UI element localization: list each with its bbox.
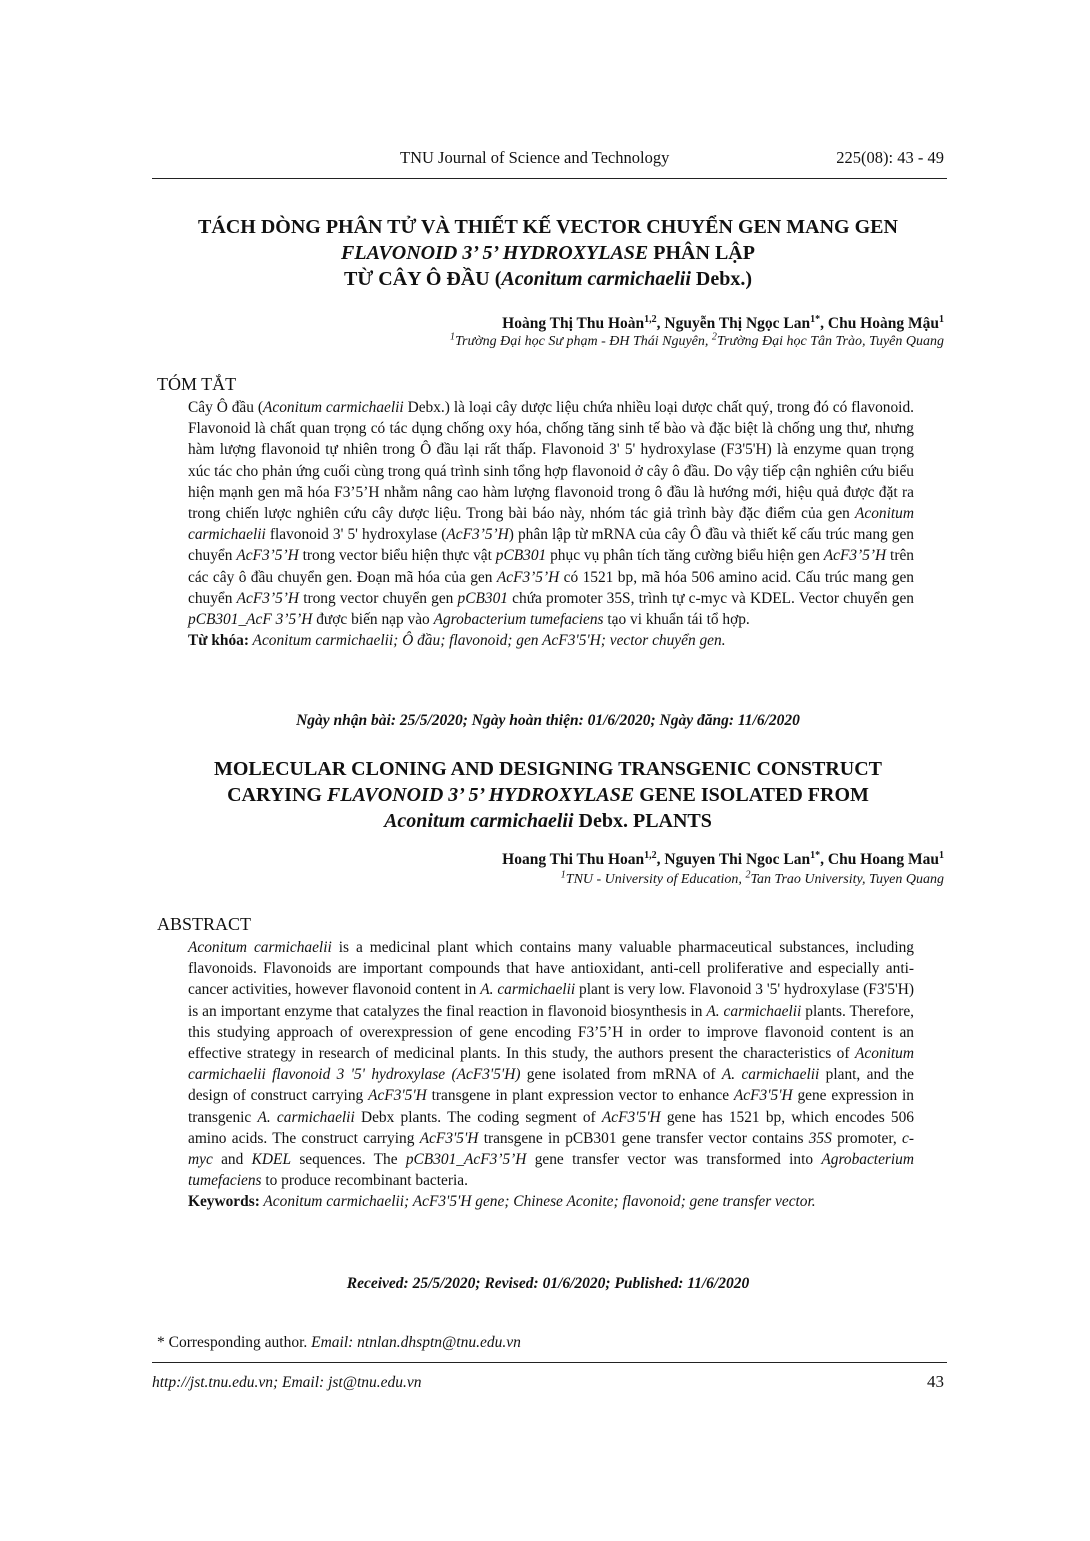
- page-number: 43: [927, 1372, 944, 1391]
- corresponding-author-note: * Corresponding author. Email: ntnlan.dhsptn@tnu.edu.vn: [157, 1334, 521, 1351]
- abstract-run: AcF3'5'H: [368, 1087, 427, 1105]
- abstract-run: Agrobacterium tumefaciens: [433, 611, 604, 629]
- abstract-run: pCB301_AcF 3’5’H: [188, 611, 313, 629]
- abstract-run: pCB301: [495, 547, 547, 565]
- en-title-line3: Aconitum carmichaelii Debx. PLANTS: [384, 810, 712, 832]
- abstract-run: plant is very low. Flavonoid 3 '5' hydroxylase (F3'5'H) is an important enzyme that catalyzes the final reaction in flavonoid biosynthesis in: [188, 981, 914, 1020]
- abstract-run: Debx.) là loại cây dược liệu chứa nhiều loại dược chất quý, trong đó có flavonoid. Flavonoid là chất quan trọng có tác dụng chống oxy hóa, chống tăng sinh tế bào và đặc biệt là chống ung thư, nhưng hàm lượng flavonoid tự nhiên trong Ô đầu lại rất thấp. Flavonoid 3' 5' hydroxylase (F3'5'H) là enzyme quan trọng xúc tác cho phản ứng cuối cùng trong quá trình sinh tổng hợp flavonoid ở cây ô đầu. Do vậy tiếp cận nghiên cứu biểu hiện mạnh gen mã hóa F3’5’H nhằm nâng cao hàm lượng flavonoid trong ô đầu là hướng mới, hiệu quả được đặt ra trong chiến lược nghiên cứu cây dược liệu. Trong bài báo này, nhóm tác giả trình bày đặc điểm của gen: [188, 399, 915, 523]
- abstract-run: is a medicinal plant which contains many valuable pharmaceutical substances, including flavonoids. Flavonoids are important compounds that have antioxidant, anti-cell proliferative and especially anti-cancer activities, however flavonoid content in: [188, 939, 914, 999]
- abstract-run: gene expression in transgenic: [188, 1087, 914, 1126]
- en-dates: Received: 25/5/2020; Revised: 01/6/2020; Published: 11/6/2020: [346, 1275, 750, 1292]
- abstract-run: ) phân lập từ mRNA của cây Ô đầu và thiết kế cấu trúc mang gen chuyển: [188, 526, 915, 565]
- header-rule: [152, 178, 947, 179]
- vi-title-line2: FLAVONOID 3’ 5’ HYDROXYLASE PHÂN LẬP: [341, 242, 755, 264]
- vi-title: [150, 214, 946, 292]
- abstract-run: flavonoid 3' 5' hydroxylase (: [265, 526, 447, 544]
- en-title-line1: MOLECULAR CLONING AND DESIGNING TRANSGENIC CONSTRUCT: [213, 758, 883, 780]
- abstract-run: sequences. The: [291, 1151, 406, 1169]
- abstract-run: trong vector chuyển gen: [299, 589, 458, 607]
- vi-title-line3: TỪ CÂY Ô ĐẦU (Aconitum carmichaelii Debx.): [344, 268, 752, 290]
- abstract-run: AcF3'5'H: [601, 1108, 661, 1126]
- en-keywords: Keywords: Aconitum carmichaelii; AcF3'5'H gene; Chinese Aconite; flavonoid; gene transfer vector.: [188, 1193, 816, 1211]
- abstract-run: AcF3’5’H: [236, 589, 300, 607]
- en-abstract: [188, 937, 914, 1213]
- abstract-run: pCB301: [457, 589, 508, 607]
- abstract-run: transgene in pCB301 gene transfer vector contains: [478, 1129, 809, 1147]
- abstract-run: Aconitum carmichaelii: [188, 505, 914, 544]
- abstract-run: 35S: [808, 1129, 832, 1147]
- vi-affiliations: $^1$Trường Đại học Sư phạm - ĐH Thái Nguyên, $^2$Trường Đại học Tân Trào, Tuyên Quang: [450, 331, 944, 349]
- abstract-run: Agrobacterium tumefaciens: [188, 1151, 914, 1190]
- footer-rule: [152, 1362, 947, 1363]
- abstract-run: and: [212, 1151, 252, 1169]
- vi-title-line1: TÁCH DÒNG PHÂN TỬ VÀ THIẾT KẾ VECTOR CHUYỂN GEN MANG GEN: [198, 216, 898, 238]
- abstract-run: AcF3’5’H: [823, 547, 887, 565]
- abstract-run: A. carmichaelii: [706, 1002, 802, 1020]
- vi-keywords: Từ khóa: Aconitum carmichaelii; Ô đầu; flavonoid; gen AcF3'5'H; vector chuyển gen.: [188, 632, 726, 650]
- abstract-run: to produce recombinant bacteria.: [261, 1172, 468, 1190]
- abstract-run: tạo vi khuẩn tái tổ hợp.: [603, 611, 750, 629]
- abstract-run: được biến nạp vào: [312, 611, 434, 629]
- abstract-run: Aconitum carmichaelii: [263, 399, 404, 416]
- abstract-run: trên các cây ô đầu chuyển gen. Đoạn mã hóa của gen: [188, 547, 914, 586]
- footer-links[interactable]: http://jst.tnu.edu.vn; Email: jst@tnu.edu.vn: [152, 1374, 422, 1391]
- abstract-run: A. carmichaelii: [480, 981, 576, 999]
- abstract-run: AcF3’5’H: [446, 526, 509, 544]
- vi-abstract-text: [188, 397, 914, 630]
- abstract-run: có 1521 bp, mã hóa 506 amino acid. Cấu trúc mang gen chuyển: [188, 568, 915, 607]
- abstract-run: plants. Therefore, this studying approach of overexpression of gene encoding F3’5’H in order to improve flavonoid content is an effective strategy in research of medicinal plants. In this study, the authors present the characteristics of: [188, 1002, 915, 1063]
- abstract-run: gene transfer vector was transformed into: [526, 1151, 822, 1169]
- abstract-run: pCB301_AcF3’5’H: [405, 1151, 527, 1169]
- abstract-run: AcF3'5'H: [733, 1087, 793, 1105]
- abstract-run: gene isolated from mRNA of: [520, 1066, 722, 1084]
- abstract-run: Cây Ô đầu (: [188, 399, 263, 416]
- abstract-run: KDEL: [251, 1151, 291, 1169]
- abstract-run: AcF3’5’H: [496, 568, 560, 586]
- journal-name: TNU Journal of Science and Technology: [400, 148, 670, 167]
- abstract-run: AcF3'5'H: [419, 1129, 479, 1147]
- abstract-run: transgene in plant expression vector to enhance: [426, 1087, 734, 1105]
- en-abstract-text: [188, 937, 914, 1191]
- abstract-run: trong vector biểu hiện thực vật: [298, 547, 496, 565]
- en-section-heading: ABSTRACT: [157, 914, 252, 934]
- en-authors: Hoang Thi Thu Hoan$^{1,2}$, Nguyen Thi Ngoc Lan$^{1*}$, Chu Hoang Mau$^1$: [502, 849, 944, 868]
- vi-dates: Ngày nhận bài: 25/5/2020; Ngày hoàn thiện: 01/6/2020; Ngày đăng: 11/6/2020: [296, 712, 800, 729]
- abstract-run: plant, and the design of construct carrying: [188, 1066, 914, 1105]
- abstract-run: gene has 1521 bp, which encodes 506 amino acids. The construct carrying: [188, 1108, 915, 1147]
- vi-authors: Hoàng Thị Thu Hoàn$^{1,2}$, Nguyễn Thị Ngọc Lan$^{1*}$, Chu Hoàng Mậu$^1$: [502, 313, 944, 332]
- en-title-line2: CARYING FLAVONOID 3’ 5’ HYDROXYLASE GENE ISOLATED FROM: [227, 784, 869, 806]
- abstract-run: AcF3’5’H: [236, 547, 299, 565]
- vi-abstract: [188, 397, 914, 651]
- abstract-run: chứa promoter 35S, trình tự c-myc và KDEL. Vector chuyển gen: [507, 589, 914, 607]
- abstract-run: phục vụ phân tích tăng cường biểu hiện gen: [546, 547, 824, 565]
- vi-section-heading: TÓM TẮT: [157, 374, 237, 394]
- abstract-run: Aconitum carmichaelii flavonoid 3 '5' hydroxylase (AcF3'5'H): [188, 1045, 914, 1084]
- abstract-run: Debx plants. The coding segment of: [354, 1108, 602, 1126]
- abstract-run: c-myc: [188, 1129, 914, 1169]
- abstract-run: Aconitum carmichaelii: [188, 939, 332, 956]
- abstract-run: A. carmichaelii: [257, 1108, 355, 1126]
- en-title: [150, 756, 946, 834]
- issue-pages: 225(08): 43 - 49: [836, 148, 944, 167]
- abstract-run: A. carmichaelii: [721, 1066, 820, 1084]
- abstract-run: promoter,: [831, 1129, 903, 1147]
- en-affiliations: $^1$TNU - University of Education, $^2$Tan Trao University, Tuyen Quang: [560, 869, 944, 887]
- corresponding-email[interactable]: Email: ntnlan.dhsptn@tnu.edu.vn: [311, 1334, 521, 1351]
